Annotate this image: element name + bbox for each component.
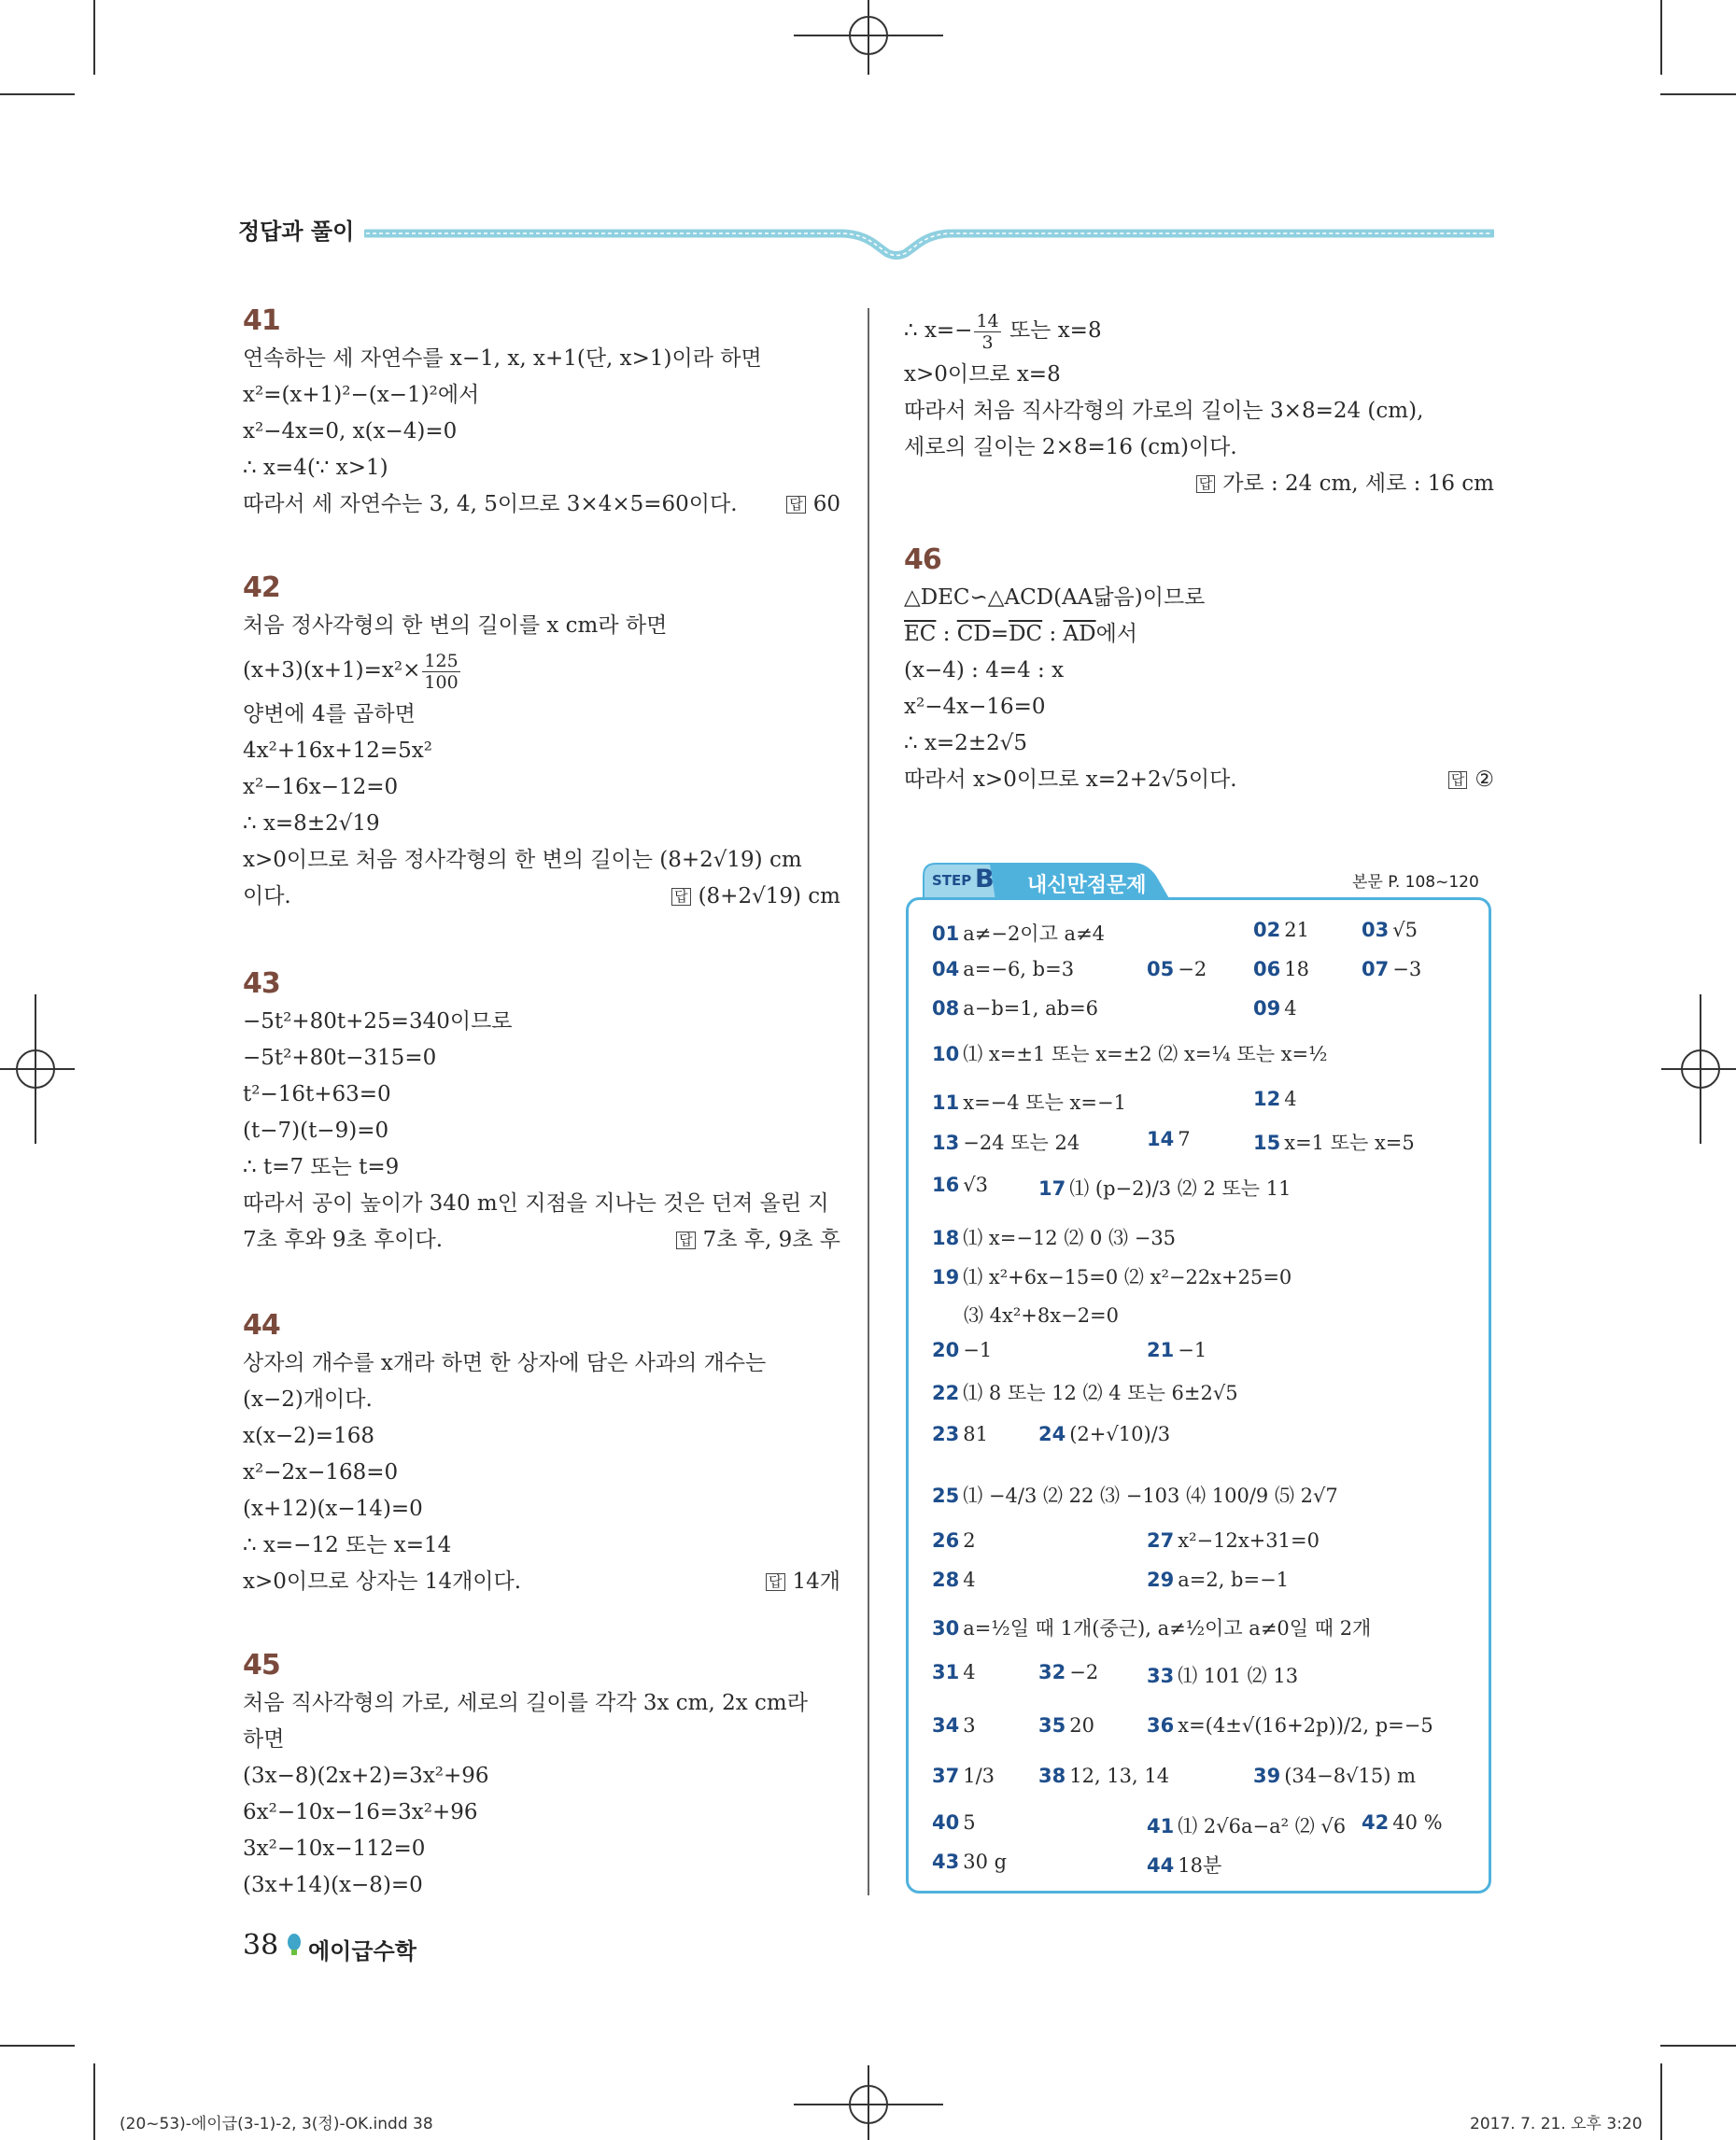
text: 또는 x=8 bbox=[1002, 318, 1102, 343]
text-line bbox=[904, 762, 1494, 798]
answer-item bbox=[1253, 1128, 1415, 1156]
text-line: ∴ x=8±2√19 bbox=[243, 811, 380, 836]
text: (x+3)(x+1)=x²× bbox=[243, 658, 421, 683]
answer-value: x=−4 또는 x=−1 bbox=[963, 1091, 1126, 1114]
answer-number: 15 bbox=[1253, 1132, 1281, 1154]
answer-value: −2 bbox=[1069, 1661, 1099, 1683]
segment: $\overline{EC}$ bbox=[904, 622, 937, 646]
answer-number: 29 bbox=[1147, 1569, 1175, 1591]
answer-item bbox=[1038, 1661, 1098, 1683]
answer-item bbox=[932, 1765, 995, 1787]
answer-value: (34−8√15) m bbox=[1284, 1765, 1416, 1787]
text-line: 연속하는 세 자연수를 x−1, x, x+1(단, x>1)이라 하면 bbox=[243, 346, 762, 371]
crop-mark bbox=[93, 0, 95, 75]
lightbulb-icon bbox=[286, 1933, 303, 1959]
text-line: (3x+14)(x−8)=0 bbox=[243, 1873, 423, 1897]
segment: $\overline{DC}$ bbox=[1009, 622, 1043, 646]
answer-item bbox=[1038, 1174, 1291, 1202]
text-line: 처음 직사각형의 가로, 세로의 길이를 각각 3x cm, 2x cm라 bbox=[243, 1691, 808, 1715]
text-line: ∴ x=4(∵ x>1) bbox=[243, 456, 388, 480]
crop-mark bbox=[1660, 2063, 1662, 2140]
answer-mark-icon: 답 bbox=[671, 888, 691, 906]
answer-value: 14개 bbox=[792, 1570, 840, 1594]
answer-value: a=2, b=−1 bbox=[1178, 1569, 1290, 1591]
answer-value: √3 bbox=[963, 1174, 988, 1196]
text-line bbox=[904, 466, 1494, 502]
fraction bbox=[422, 651, 459, 693]
answer bbox=[676, 1222, 840, 1259]
answer-value: ⑶ 4x²+8x−2=0 bbox=[964, 1304, 1120, 1327]
text-line bbox=[243, 879, 840, 915]
answer-value: ⑴ 8 또는 12 ⑵ 4 또는 6±2√5 bbox=[963, 1382, 1238, 1404]
text-line: (x−4) : 4=4 : x bbox=[904, 658, 1065, 683]
answer-value: a−b=1, ab=6 bbox=[963, 997, 1099, 1020]
answer-number: 44 bbox=[1147, 1854, 1175, 1877]
answer-number: 22 bbox=[932, 1382, 960, 1404]
segment: $\overline{CD}$ bbox=[956, 622, 991, 646]
answer-item bbox=[932, 1481, 1338, 1509]
text-line: x²=(x+1)²−(x−1)²에서 bbox=[243, 383, 480, 407]
answer-value: √5 bbox=[1392, 919, 1418, 941]
text-line: △DEC∽△ACD(AA닮음)이므로 bbox=[904, 585, 1206, 610]
problem-46 bbox=[904, 543, 1494, 798]
text-line: 3x²−10x−112=0 bbox=[243, 1837, 426, 1861]
text: ∴ x=− bbox=[904, 318, 973, 343]
answer-item bbox=[1147, 1529, 1320, 1552]
answer-value: ⑴ 101 ⑵ 13 bbox=[1178, 1665, 1299, 1687]
text-line: 따라서 공이 높이가 340 m인 지점을 지나는 것은 던져 올린 지 bbox=[243, 1191, 829, 1216]
answer-value: ⑴ (p−2)/3 ⑵ 2 또는 11 bbox=[1069, 1177, 1291, 1200]
answer-number: 19 bbox=[932, 1266, 960, 1288]
answer-number: 37 bbox=[932, 1765, 960, 1787]
answer-number: 33 bbox=[1147, 1665, 1175, 1687]
text-line: x²−16x−12=0 bbox=[243, 775, 399, 799]
answer-item bbox=[932, 1714, 976, 1737]
text-line: x²−4x=0, x(x−4)=0 bbox=[243, 419, 458, 443]
answer-value: ⑴ x=−12 ⑵ 0 ⑶ −35 bbox=[963, 1227, 1177, 1249]
answer-value: 3 bbox=[963, 1714, 976, 1737]
answer-item bbox=[1038, 1714, 1094, 1737]
text-line: 세로의 길이는 2×8=16 (cm)이다. bbox=[904, 435, 1237, 459]
problem-42 bbox=[243, 571, 840, 915]
problem-number: 44 bbox=[243, 1309, 280, 1342]
stepb-page-ref: 본문 P. 108~120 bbox=[1352, 873, 1479, 892]
answer-item bbox=[932, 1613, 1371, 1641]
text-line: ∴ x=−12 또는 x=14 bbox=[243, 1533, 452, 1557]
answer-value: 4 bbox=[1284, 997, 1297, 1020]
answer-value: −2 bbox=[1178, 958, 1207, 980]
answer-item bbox=[932, 1223, 1176, 1251]
answer-item bbox=[932, 1262, 1291, 1290]
answer-item bbox=[1147, 1339, 1207, 1361]
answer-value: (2+√10)/3 bbox=[1069, 1423, 1171, 1445]
answer-number: 30 bbox=[932, 1617, 960, 1640]
text-line bbox=[243, 1222, 840, 1259]
answer-item bbox=[1253, 1765, 1416, 1787]
problem-number: 46 bbox=[904, 543, 941, 576]
answer-value: −1 bbox=[963, 1339, 993, 1361]
text: 따라서 세 자연수는 3, 4, 5이므로 3×4×5=60이다. bbox=[243, 492, 738, 516]
registration-mark-icon bbox=[0, 994, 75, 1144]
text-line: ∴ t=7 또는 t=9 bbox=[243, 1155, 400, 1179]
answer-value: −1 bbox=[1178, 1339, 1207, 1361]
answer-item bbox=[1362, 919, 1418, 941]
text-line: (3x−8)(2x+2)=3x²+96 bbox=[243, 1764, 489, 1788]
answer-value: −3 bbox=[1392, 958, 1422, 980]
answer-number: 31 bbox=[932, 1661, 960, 1683]
answer-number: 16 bbox=[932, 1174, 960, 1196]
answer-number: 25 bbox=[932, 1485, 960, 1507]
text-line: (x+12)(x−14)=0 bbox=[243, 1497, 423, 1521]
answer-value: 20 bbox=[1069, 1714, 1094, 1737]
answer bbox=[786, 486, 840, 523]
answer-value: 4 bbox=[1284, 1088, 1297, 1110]
answer-number: 26 bbox=[932, 1529, 960, 1552]
header-ribbon bbox=[364, 213, 1494, 260]
text-line bbox=[243, 1564, 840, 1600]
answer-value: 60 bbox=[812, 492, 840, 516]
answer-item bbox=[932, 958, 1074, 980]
answer-item bbox=[964, 1301, 1119, 1329]
text-line: ∴ x=2±2√5 bbox=[904, 731, 1028, 755]
answer-item bbox=[932, 1529, 976, 1552]
answer-number: 23 bbox=[932, 1423, 960, 1445]
answer-item bbox=[932, 1039, 1327, 1067]
crop-mark bbox=[93, 2063, 95, 2140]
answer-item bbox=[1147, 958, 1207, 980]
answer-item bbox=[1147, 1661, 1298, 1689]
answer-item bbox=[1038, 1423, 1170, 1445]
text-line: −5t²+80t+25=340이므로 bbox=[243, 1009, 513, 1034]
answer-number: 01 bbox=[932, 922, 960, 945]
answer bbox=[766, 1564, 840, 1600]
answer-item bbox=[932, 919, 1105, 947]
answer-number: 12 bbox=[1253, 1088, 1281, 1110]
answer-number: 07 bbox=[1362, 958, 1390, 980]
text-line: x>0이므로 x=8 bbox=[904, 362, 1061, 387]
answer-value: 7 bbox=[1178, 1128, 1191, 1150]
answer-item bbox=[932, 1174, 988, 1196]
answer-value: −24 또는 24 bbox=[963, 1132, 1080, 1154]
text-line: x²−4x−16=0 bbox=[904, 695, 1046, 719]
problem-44 bbox=[243, 1309, 840, 1600]
answer-number: 09 bbox=[1253, 997, 1281, 1020]
answer-number: 11 bbox=[932, 1091, 960, 1114]
registration-mark-icon bbox=[794, 0, 943, 75]
problem-41 bbox=[243, 304, 840, 523]
answer-number: 04 bbox=[932, 958, 960, 980]
text-line: 처음 정사각형의 한 변의 길이를 x cm라 하면 bbox=[243, 613, 668, 638]
answer-mark-icon: 답 bbox=[1448, 771, 1468, 789]
text: 7초 후와 9초 후이다. bbox=[243, 1228, 444, 1252]
answer-value: a=−6, b=3 bbox=[963, 958, 1075, 980]
section-title: 정답과 풀이 bbox=[238, 218, 355, 245]
answer-number: 03 bbox=[1362, 919, 1390, 941]
text: 에서 bbox=[1095, 622, 1138, 646]
denominator: 100 bbox=[424, 671, 459, 693]
answer-value: 12, 13, 14 bbox=[1069, 1765, 1170, 1787]
column-divider bbox=[868, 308, 869, 1895]
answer-item bbox=[932, 1128, 1080, 1156]
answer-item bbox=[1038, 1765, 1169, 1787]
crop-mark bbox=[1660, 93, 1736, 95]
answer-number: 18 bbox=[932, 1227, 960, 1249]
answer-value: 21 bbox=[1284, 919, 1309, 941]
text-line bbox=[243, 486, 840, 523]
answer-value: a=½일 때 1개(중근), a≠½이고 a≠0일 때 2개 bbox=[963, 1617, 1372, 1640]
text-line: 양변에 4를 곱하면 bbox=[243, 702, 416, 726]
text-line: −5t²+80t−315=0 bbox=[243, 1046, 437, 1070]
answer-mark-icon: 답 bbox=[786, 496, 806, 514]
answer-value: 가로 : 24 cm, 세로 : 16 cm bbox=[1222, 472, 1494, 496]
answer-mark-icon: 답 bbox=[676, 1232, 696, 1249]
text-line bbox=[243, 644, 840, 697]
answer-value: ⑴ x²+6x−15=0 ⑵ x²−22x+25=0 bbox=[963, 1266, 1292, 1288]
problem-number: 42 bbox=[243, 571, 280, 604]
answer-item bbox=[932, 1423, 988, 1445]
text: 따라서 x>0이므로 x=2+2√5이다. bbox=[904, 767, 1237, 792]
fraction bbox=[974, 311, 1000, 353]
stepb-title: 내신만점문제 bbox=[1027, 874, 1147, 897]
answer-value: 4 bbox=[963, 1661, 976, 1683]
answer-number: 21 bbox=[1147, 1339, 1175, 1361]
answer-value: ⑴ 2√6a−a² ⑵ √6 bbox=[1178, 1815, 1347, 1837]
text-line: 따라서 처음 직사각형의 가로의 길이는 3×8=24 (cm), bbox=[904, 399, 1424, 423]
answer-number: 28 bbox=[932, 1569, 960, 1591]
problem-number: 43 bbox=[243, 967, 280, 1000]
answer-value: 7초 후, 9초 후 bbox=[702, 1228, 840, 1252]
crop-mark bbox=[0, 2045, 75, 2047]
crop-mark bbox=[1660, 0, 1662, 75]
answer-item bbox=[1253, 1088, 1297, 1110]
answer-number: 42 bbox=[1362, 1811, 1390, 1834]
answer-mark-icon: 답 bbox=[766, 1573, 785, 1591]
text-line: x²−2x−168=0 bbox=[243, 1460, 399, 1485]
registration-mark-icon bbox=[794, 2065, 943, 2140]
answer-value: 18 bbox=[1284, 958, 1309, 980]
answer-item bbox=[1362, 1811, 1443, 1834]
answer-value: x=1 또는 x=5 bbox=[1284, 1132, 1415, 1154]
answer-value: x=(4±√(16+2p))/2, p=−5 bbox=[1178, 1714, 1433, 1737]
problem-number: 45 bbox=[243, 1649, 280, 1682]
answer-item bbox=[932, 1378, 1238, 1406]
answer-item bbox=[932, 1569, 976, 1591]
answer-number: 10 bbox=[932, 1043, 960, 1065]
answer-item bbox=[932, 1661, 976, 1683]
answer-value: 81 bbox=[963, 1423, 988, 1445]
answer-item bbox=[932, 997, 1098, 1020]
answer-number: 34 bbox=[932, 1714, 960, 1737]
text-line: t²−16t+63=0 bbox=[243, 1082, 391, 1106]
answer-number: 38 bbox=[1038, 1765, 1066, 1787]
answer-value: 40 % bbox=[1392, 1811, 1443, 1834]
answer-item bbox=[1362, 958, 1421, 980]
answer-number: 05 bbox=[1147, 958, 1175, 980]
answer-item bbox=[1253, 997, 1297, 1020]
answer-number: 41 bbox=[1147, 1815, 1175, 1837]
text-line bbox=[904, 616, 1494, 653]
answer-item bbox=[1253, 919, 1309, 941]
answer-mark-icon: 답 bbox=[1196, 475, 1216, 493]
answer-value: ② bbox=[1475, 767, 1494, 792]
stepb-tab bbox=[923, 863, 1170, 900]
stepb-letter: B bbox=[975, 865, 995, 894]
answer bbox=[671, 879, 840, 915]
text: 이다. bbox=[243, 884, 291, 908]
text-line: x(x−2)=168 bbox=[243, 1424, 374, 1448]
answer-number: 17 bbox=[1038, 1177, 1066, 1200]
answer-value: x²−12x+31=0 bbox=[1178, 1529, 1320, 1552]
answer-item bbox=[932, 1811, 976, 1834]
denominator: 3 bbox=[981, 331, 994, 353]
answer-item bbox=[1147, 1569, 1289, 1591]
stepb-step-label: STEP bbox=[932, 872, 972, 889]
text-line: 4x²+16x+12=5x² bbox=[243, 739, 432, 763]
text-line bbox=[904, 304, 1494, 357]
print-file-info: (20~53)-에이급(3-1)-2, 3(정)-OK.indd 38 bbox=[120, 2115, 433, 2133]
answer-value: 30 g bbox=[963, 1851, 1008, 1873]
text: x>0이므로 상자는 14개이다. bbox=[243, 1570, 522, 1594]
answer-value: 5 bbox=[963, 1811, 976, 1834]
answer-number: 06 bbox=[1253, 958, 1281, 980]
text: = bbox=[990, 622, 1009, 646]
problem-45-continued bbox=[904, 304, 1494, 502]
numerator: 125 bbox=[424, 650, 459, 671]
answer bbox=[1448, 762, 1494, 798]
book-title: 에이급수학 bbox=[308, 1938, 416, 1964]
answer-number: 27 bbox=[1147, 1529, 1175, 1552]
answer-item bbox=[932, 1851, 1007, 1873]
text-line: 상자의 개수를 x개라 하면 한 상자에 담은 사과의 개수는 bbox=[243, 1351, 767, 1375]
answer-value: a≠−2이고 a≠4 bbox=[963, 922, 1106, 945]
answer-item bbox=[1147, 1714, 1433, 1737]
answer-value: ⑴ −4/3 ⑵ 22 ⑶ −103 ⑷ 100/9 ⑸ 2√7 bbox=[963, 1485, 1338, 1507]
answer-number: 36 bbox=[1147, 1714, 1175, 1737]
text: : bbox=[1042, 622, 1064, 646]
text-line: 6x²−10x−16=3x²+96 bbox=[243, 1800, 478, 1824]
answer-item bbox=[932, 1088, 1126, 1116]
answer-number: 20 bbox=[932, 1339, 960, 1361]
answer-number: 08 bbox=[932, 997, 960, 1020]
numerator: 14 bbox=[976, 310, 999, 331]
problem-45 bbox=[243, 1649, 840, 1904]
answer-value: 4 bbox=[963, 1569, 976, 1591]
answer-item bbox=[1147, 1128, 1191, 1150]
answer-number: 32 bbox=[1038, 1661, 1066, 1683]
crop-mark bbox=[0, 93, 75, 95]
answer-number: 39 bbox=[1253, 1765, 1281, 1787]
text: : bbox=[936, 622, 957, 646]
answer-number: 02 bbox=[1253, 919, 1281, 941]
text-line: x>0이므로 처음 정사각형의 한 변의 길이는 (8+2√19) cm bbox=[243, 848, 802, 872]
answer-item bbox=[1147, 1851, 1221, 1879]
answer-item bbox=[1253, 958, 1309, 980]
answer-number: 43 bbox=[932, 1851, 960, 1873]
answer-value: 2 bbox=[963, 1529, 976, 1552]
answer-number: 40 bbox=[932, 1811, 960, 1834]
text-line: (x−2)개이다. bbox=[243, 1387, 373, 1412]
answer-value: 1/3 bbox=[963, 1765, 995, 1787]
answer-value: ⑴ x=±1 또는 x=±2 ⑵ x=¼ 또는 x=½ bbox=[963, 1043, 1328, 1065]
text-line: (t−7)(t−9)=0 bbox=[243, 1119, 389, 1143]
registration-mark-icon bbox=[1661, 994, 1736, 1144]
answer-number: 35 bbox=[1038, 1714, 1066, 1737]
answer-number: 13 bbox=[932, 1132, 960, 1154]
answer-value: (8+2√19) cm bbox=[698, 884, 840, 908]
answer-number: 24 bbox=[1038, 1423, 1066, 1445]
text-line: 하면 bbox=[243, 1727, 285, 1752]
page-number: 38 bbox=[243, 1929, 279, 1962]
answer-item bbox=[1147, 1811, 1346, 1839]
segment: $\overline{AD}$ bbox=[1063, 622, 1096, 646]
answer-item bbox=[932, 1339, 992, 1361]
problem-43 bbox=[243, 967, 840, 1259]
crop-mark bbox=[1660, 2045, 1736, 2047]
print-date-info: 2017. 7. 21. 오후 3:20 bbox=[1470, 2115, 1643, 2133]
problem-number: 41 bbox=[243, 304, 280, 337]
answer-value: 18분 bbox=[1178, 1854, 1222, 1877]
answer-number: 14 bbox=[1147, 1128, 1175, 1150]
